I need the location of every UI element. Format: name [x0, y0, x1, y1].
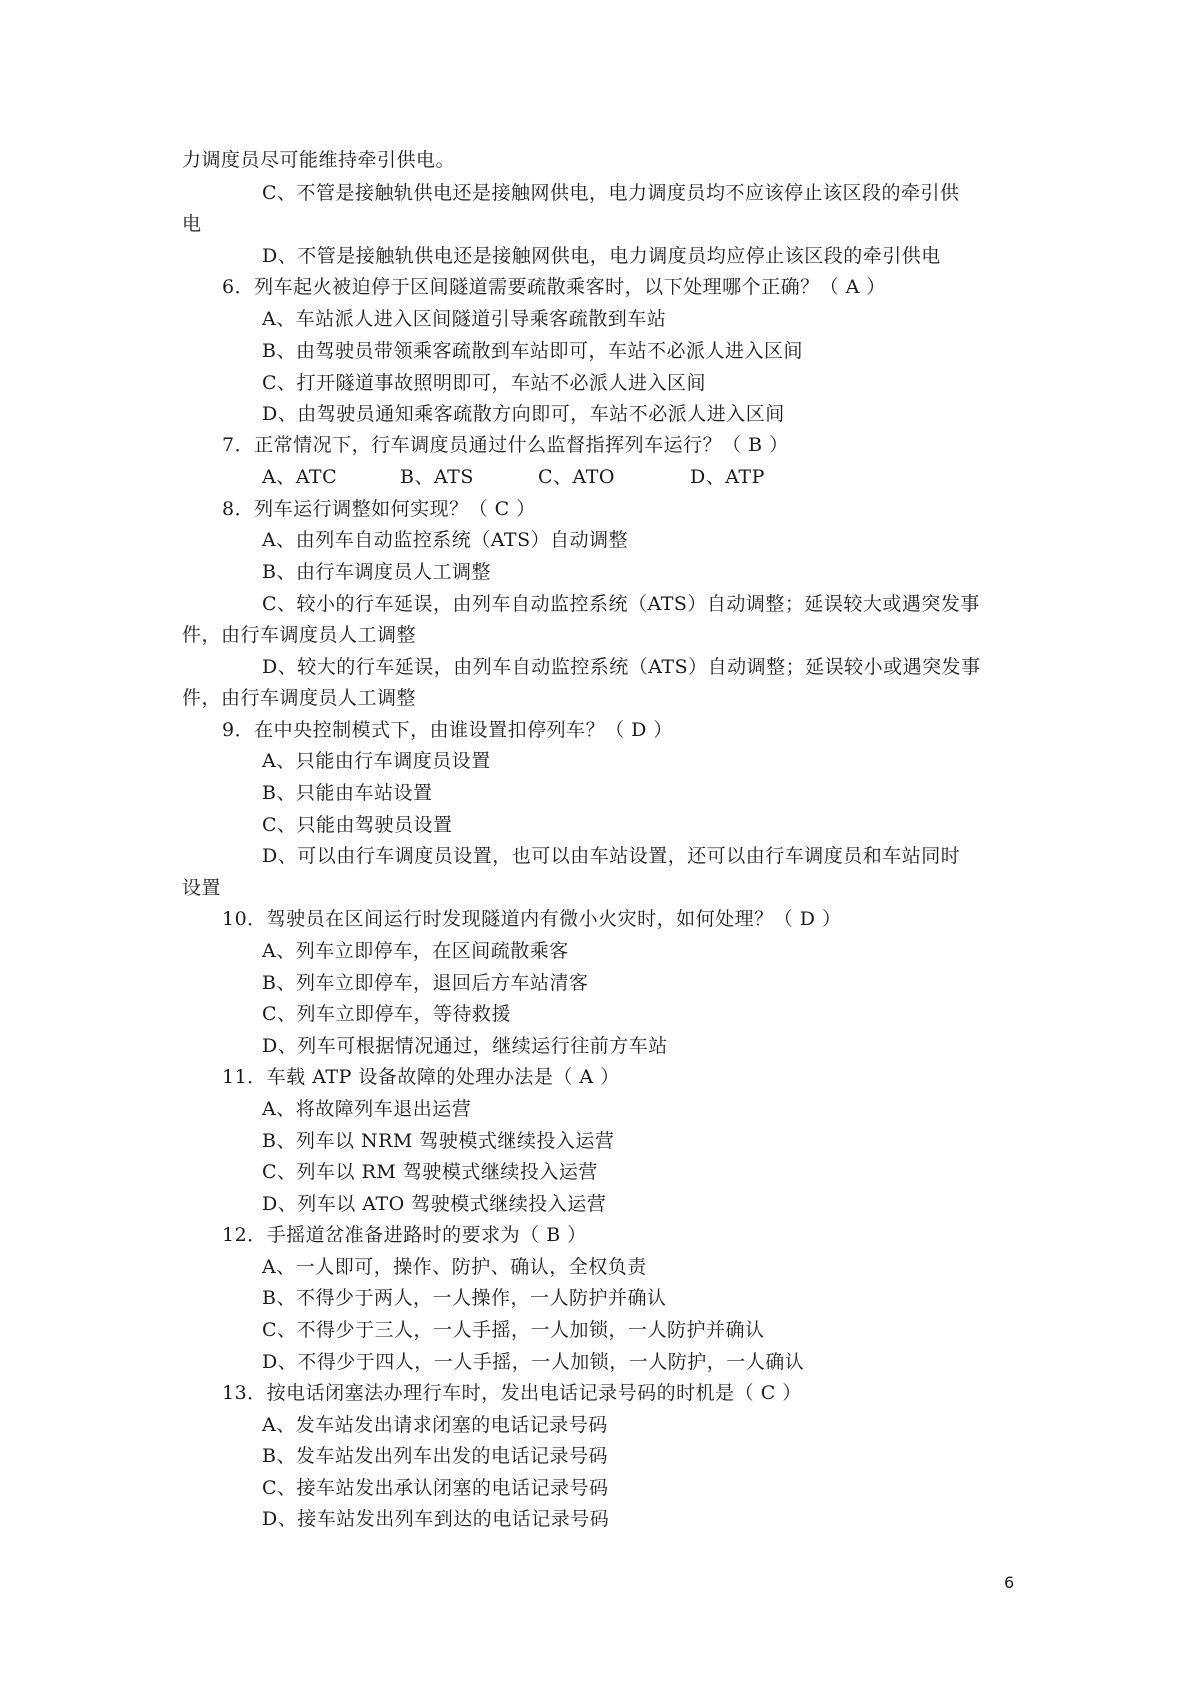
option-b: B、由驾驶员带领乘客疏散到车站即可，车站不必派人进入区间	[262, 340, 803, 362]
option-d: D、接车站发出列车到达的电话记录号码	[262, 1508, 610, 1530]
question-9: 9．在中央控制模式下，由谁设置扣停列车？（ D ）	[222, 719, 673, 741]
option-c: C、ATO	[538, 466, 615, 488]
option-a: A、列车立即停车，在区间疏散乘客	[262, 940, 569, 962]
option-a: A、由列车自动监控系统（ATS）自动调整	[262, 529, 629, 551]
option-b: B、列车立即停车，退回后方车站清客	[262, 972, 589, 994]
option-d: D、不得少于四人，一人手摇，一人加锁，一人防护，一人确认	[262, 1351, 805, 1373]
option-b: B、ATS	[400, 466, 474, 488]
text-line: 设置	[182, 877, 222, 899]
option-c: C、较小的行车延误，由列车自动监控系统（ATS）自动调整；延误较大或遇突发事	[262, 593, 980, 615]
option-d: D、由驾驶员通知乘客疏散方向即可，车站不必派人进入区间	[262, 403, 785, 425]
option-c: C、不得少于三人，一人手摇，一人加锁，一人防护并确认	[262, 1319, 765, 1341]
question-10: 10．驾驶员在区间运行时发现隧道内有微小火灾时，如何处理？（ D ）	[222, 908, 842, 930]
option-a: A、一人即可，操作、防护、确认，全权负责	[262, 1256, 647, 1278]
option-d: D、列车以 ATO 驾驶模式继续投入运营	[262, 1193, 607, 1215]
question-11: 11．车载 ATP 设备故障的处理办法是（ A ）	[222, 1066, 620, 1088]
option-d: D、可以由行车调度员设置，也可以由车站设置，还可以由行车调度员和车站同时	[262, 845, 961, 867]
option-c: C、打开隧道事故照明即可，车站不必派人进入区间	[262, 372, 707, 394]
option-d: D、列车可根据情况通过，继续运行往前方车站	[262, 1035, 668, 1057]
question-7: 7．正常情况下，行车调度员通过什么监督指挥列车运行？（ B ）	[222, 434, 789, 456]
question-8: 8．列车运行调整如何实现？（ C ）	[222, 498, 536, 520]
text-line: 电	[182, 213, 202, 235]
option-a: A、发车站发出请求闭塞的电话记录号码	[262, 1414, 608, 1436]
option-a: A、ATC	[262, 466, 338, 488]
question-12: 12．手摇道岔准备进路时的要求为（ B ）	[222, 1224, 587, 1246]
options-row	[262, 464, 765, 490]
option-b: B、不得少于两人，一人操作，一人防护并确认	[262, 1287, 667, 1309]
option-b: B、只能由车站设置	[262, 782, 433, 804]
option-a: A、将故障列车退出运营	[262, 1098, 472, 1120]
option-b: B、由行车调度员人工调整	[262, 561, 491, 583]
option-d: D、ATP	[690, 466, 765, 488]
option-a: A、车站派人进入区间隧道引导乘客疏散到车站	[262, 308, 667, 330]
text-line: 件，由行车调度员人工调整	[182, 687, 417, 709]
option-c: C、列车以 RM 驾驶模式继续投入运营	[262, 1161, 598, 1183]
option-d: D、不管是接触轨供电还是接触网供电，电力调度员均应停止该区段的牵引供电	[262, 245, 941, 267]
option-b: B、列车以 NRM 驾驶模式继续投入运营	[262, 1130, 615, 1152]
question-13: 13．按电话闭塞法办理行车时，发出电话记录号码的时机是（ C ）	[222, 1382, 802, 1404]
option-b: B、发车站发出列车出发的电话记录号码	[262, 1445, 608, 1467]
page-number: 6	[1004, 1573, 1015, 1592]
option-c: C、列车立即停车，等待救援	[262, 1003, 512, 1025]
option-c: C、不管是接触轨供电还是接触网供电，电力调度员均不应该停止该区段的牵引供	[262, 182, 960, 204]
text-line: 件，由行车调度员人工调整	[182, 624, 417, 646]
option-d: D、较大的行车延误，由列车自动监控系统（ATS）自动调整；延误较小或遇突发事	[262, 656, 981, 678]
option-a: A、只能由行车调度员设置	[262, 750, 491, 772]
question-6: 6．列车起火被迫停于区间隧道需要疏散乘客时，以下处理哪个正确？（ A ）	[222, 276, 886, 298]
option-c: C、接车站发出承认闭塞的电话记录号码	[262, 1477, 609, 1499]
option-c: C、只能由驾驶员设置	[262, 814, 453, 836]
text-line: 力调度员尽可能维持牵引供电。	[182, 149, 456, 171]
